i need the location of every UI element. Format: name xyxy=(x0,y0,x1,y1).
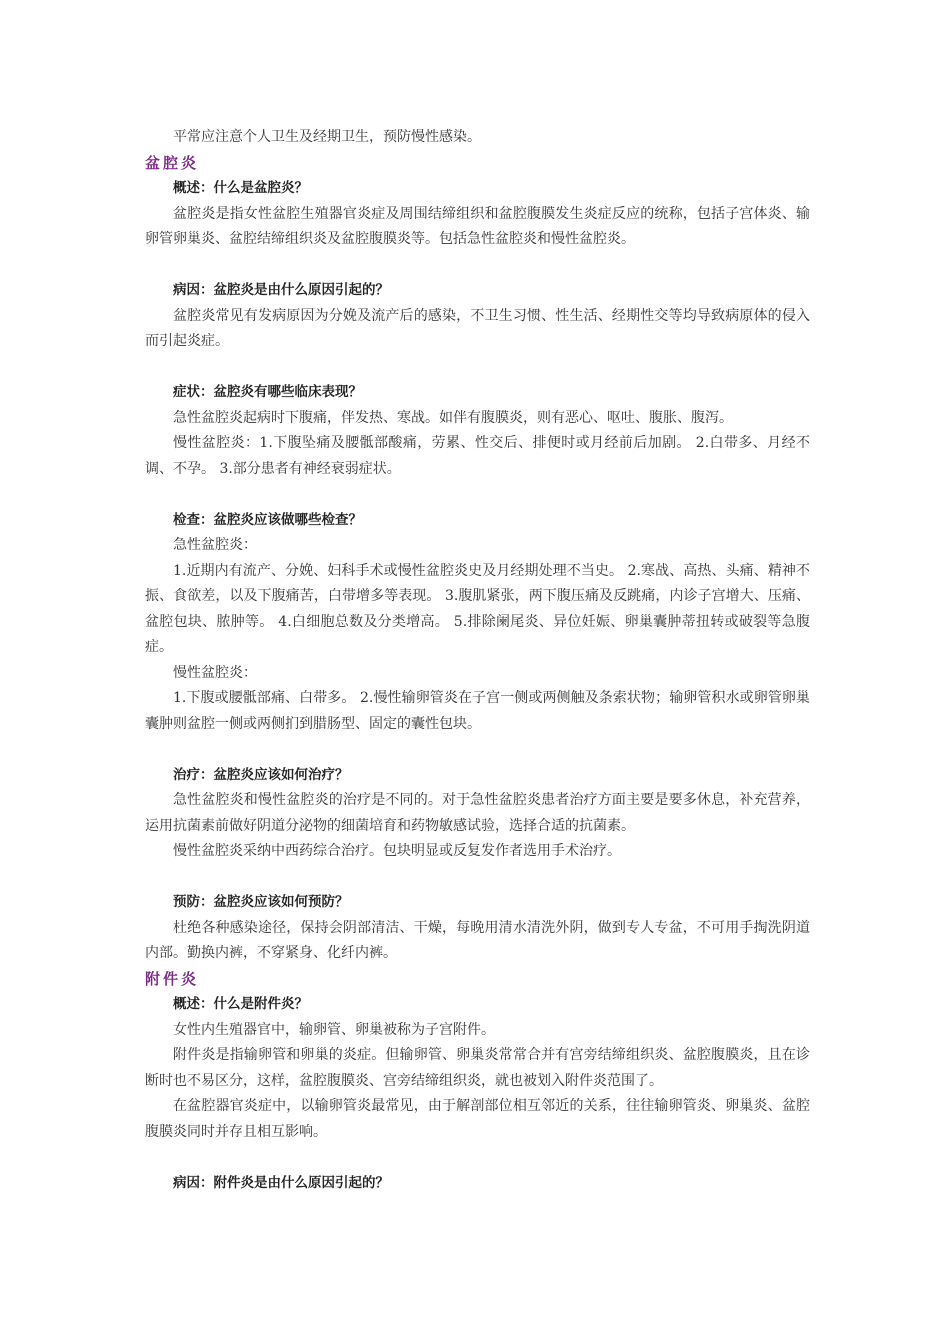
spacer xyxy=(145,482,810,508)
subheading-cause: 病因：盆腔炎是由什么原因引起的？ xyxy=(173,282,389,298)
paragraph-adnexitis-overview-1: 女性内生殖器官中，输卵管、卵巢被称为子宫附件。 xyxy=(173,1021,495,1038)
section-heading-adnexitis: 附件炎 xyxy=(145,969,200,988)
subheading-treatment: 治疗：盆腔炎应该如何治疗？ xyxy=(173,766,349,783)
section-heading-pelvic-inflammation: 盆腔炎 xyxy=(145,153,200,172)
subheading-overview: 概述：什么是盆腔炎？ xyxy=(173,180,308,196)
spacer xyxy=(145,1145,810,1171)
paragraph-prevention: 杜绝各种感染途径，保持会阴部清洁、干燥，每晚用清水清洗外阴，做到专人专盆，不可用手掏洗阴道内部。勤换内裤，不穿紧身、化纤内裤。 xyxy=(145,919,810,961)
subheading-exam: 检查：盆腔炎应该做哪些检查？ xyxy=(173,511,362,528)
paragraph-adnexitis-overview-2: 附件炎是指输卵管和卵巢的炎症。但输卵管、卵巢炎常常合并有宫旁结缔组织炎、盆腔腹膜炎，且在诊断时也不易区分，这样，盆腔腹膜炎、宫旁结缔组织炎，就也被划入附件炎范围了。 xyxy=(145,1047,810,1089)
subheading-symptom: 症状：盆腔炎有哪些临床表现？ xyxy=(173,384,362,400)
paragraph-overview: 盆腔炎是指女性盆腔生殖器官炎症及周围结缔组织和盆腔腹膜发生炎症反应的统称，包括子宫体炎、输卵管卵巢炎、盆腔结缔组织炎及盆腔腹膜炎等。包括急性盆腔炎和慢性盆腔炎。 xyxy=(145,205,810,247)
paragraph-exam-acute: 1.近期内有流产、分娩、妇科手术或慢性盆腔炎史及月经期处理不当史。 2.寒战、高热、头痛、精神不振、食欲差，以及下腹痛苦，白带增多等表现。 3.腹肌紧张，两下腹压痛及反跳痛，内诊子宫增大、压痛、盆腔包块、脓肿等。 4.白细胞总数及分类增高。 5.排除阑尾炎、异位妊娠、卵巢囊肿蒂扭转或破裂等急腹症。 xyxy=(145,562,810,655)
paragraph-adnexitis-overview-3: 在盆腔器官炎症中，以输卵管炎最常见，由于解剖部位相互邻近的关系，往往输卵管炎、卵巢炎、盆腔腹膜炎同时并存且相互影响。 xyxy=(145,1098,810,1140)
paragraph-treatment-2: 慢性盆腔炎采纳中西药综合治疗。包块明显或反复发作者选用手术治疗。 xyxy=(173,843,621,859)
subheading-prevention: 预防：盆腔炎应该如何预防？ xyxy=(173,894,349,910)
paragraph-symptom-chronic: 慢性盆腔炎：1.下腹坠痛及腰骶部酸痛，劳累、性交后、排便时或月经前后加剧。 2.白带多、月经不调、不孕。 3.部分患者有神经衰弱症状。 xyxy=(145,435,810,477)
spacer xyxy=(145,865,810,891)
paragraph-symptom-acute: 急性盆腔炎起病时下腹痛，伴发热、寒战。如伴有腹膜炎，则有恶心、呕吐、腹胀、腹泻。 xyxy=(173,409,733,426)
intro-paragraph: 平常应注意个人卫生及经期卫生，预防慢性感染。 xyxy=(173,129,481,145)
paragraph-exam-acute-label: 急性盆腔炎： xyxy=(173,537,257,553)
subheading-adnexitis-overview: 概述：什么是附件炎？ xyxy=(173,996,308,1012)
paragraph-exam-chronic-label: 慢性盆腔炎： xyxy=(173,664,257,681)
document-body xyxy=(145,125,810,1196)
paragraph-exam-chronic: 1.下腹或腰骶部痛、白带多。 2.慢性输卵管炎在子宫一侧或两侧触及条索状物；输卵管积水或卵管卵巢囊肿则盆腔一侧或两侧扪到腊肠型、固定的囊性包块。 xyxy=(145,690,810,732)
spacer xyxy=(145,253,810,279)
spacer xyxy=(145,737,810,763)
paragraph-treatment-1: 急性盆腔炎和慢性盆腔炎的治疗是不同的。对于急性盆腔炎患者治疗方面主要是要多休息，补充营养，运用抗菌素前做好阴道分泌物的细菌培育和药物敏感试验，选择合适的抗菌素。 xyxy=(145,792,810,834)
spacer xyxy=(145,355,810,381)
paragraph-cause: 盆腔炎常见有发病原因为分娩及流产后的感染，不卫生习惯、性生活、经期性交等均导致病原体的侵入而引起炎症。 xyxy=(145,307,810,349)
subheading-adnexitis-cause: 病因：附件炎是由什么原因引起的？ xyxy=(173,1174,389,1191)
